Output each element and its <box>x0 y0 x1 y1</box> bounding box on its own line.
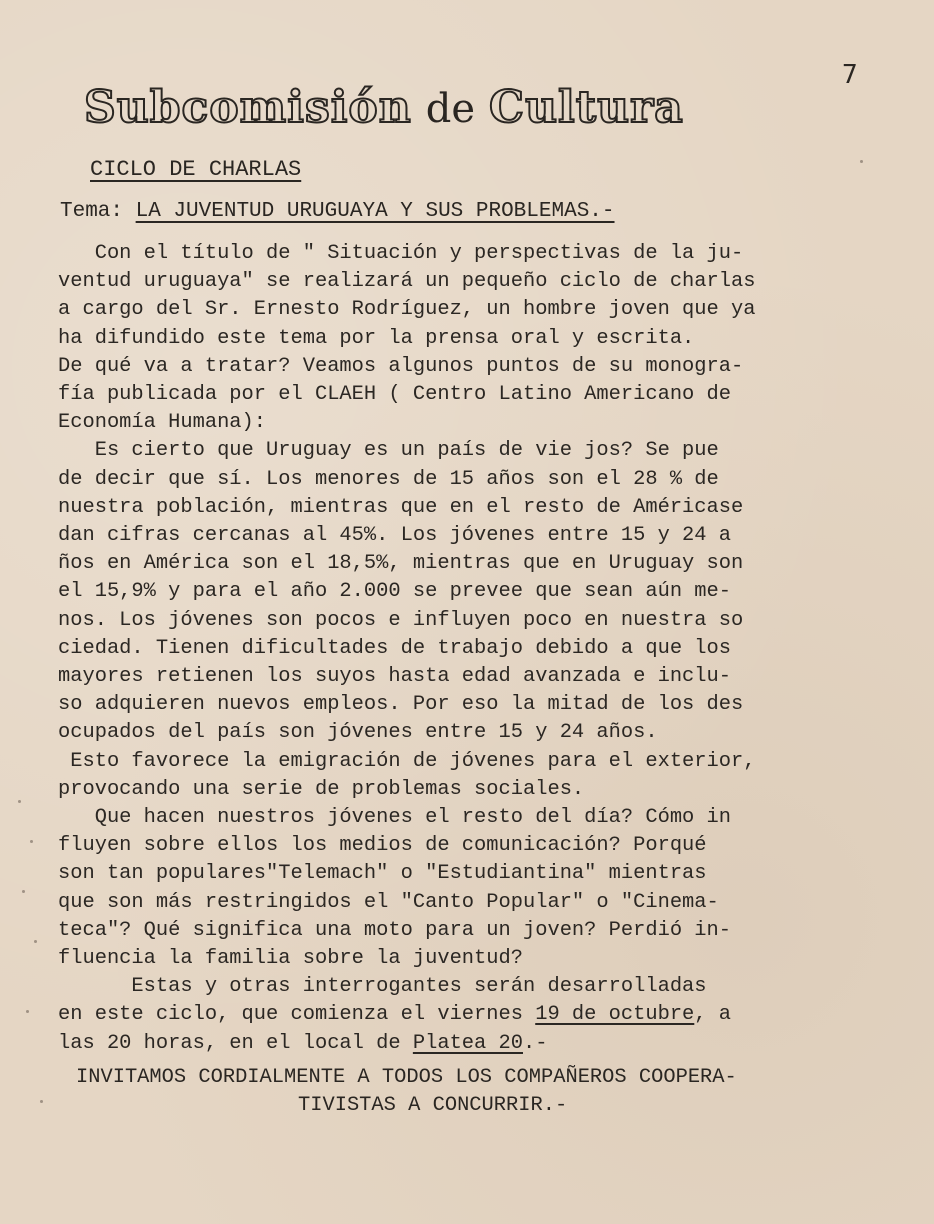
body-line: que son más restringidos el "Canto Popular" o "Cinema- <box>58 890 719 914</box>
body-line: dan cifras cercanas al 45%. Los jóvenes entre 15 y 24 a <box>58 524 732 548</box>
body-line: ños en América son el 18,5%, mientras que en Uruguay son <box>58 552 744 576</box>
section-label: CICLO DE CHARLAS <box>90 157 302 182</box>
event-venue: Platea 20 <box>412 1031 523 1055</box>
body-line: provocando una serie de problemas sociales. <box>58 777 585 801</box>
body-line: a cargo del Sr. Ernesto Rodríguez, un hombre joven que ya <box>58 298 756 322</box>
topic-title: LA JUVENTUD URUGUAYA Y SUS PROBLEMAS.- <box>135 200 615 223</box>
body-line: nos. Los jóvenes son pocos e influyen poco en nuestra so <box>58 608 744 632</box>
closing-invitation <box>76 1064 896 1120</box>
paper-speck <box>22 890 25 893</box>
closing-line-2: TIVISTAS A CONCURRIR.- <box>298 1094 568 1118</box>
body-line: nuestra población, mientras que en el resto de Américase <box>58 495 744 519</box>
body-line: ciedad. Tienen dificultades de trabajo debido a que los <box>58 636 732 660</box>
body-line: el 15,9% y para el año 2.000 se prevee que sean aún me- <box>58 580 732 604</box>
body-line: ocupados del país son jóvenes entre 15 y 24 años. <box>58 721 658 745</box>
body-line: fluyen sobre ellos los medios de comunicación? Porqué <box>58 834 707 858</box>
topic-prefix: Tema: <box>60 200 124 223</box>
event-date: 19 de octubre <box>535 1003 695 1027</box>
closing-line-1: INVITAMOS CORDIALMENTE A TODOS LOS COMPAÑEROS COOPERA- <box>76 1066 737 1089</box>
body-line: Economía Humana): <box>58 411 267 435</box>
page-number: 7 <box>842 60 858 90</box>
paper-speck <box>860 160 863 163</box>
venue-trail-text: .- <box>523 1031 548 1055</box>
topic-line <box>60 200 615 223</box>
body-line: so adquieren nuevos empleos. Por eso la mitad de los des <box>58 693 744 717</box>
paper-speck <box>26 1010 29 1013</box>
body-line: ventud uruguaya" se realizará un pequeño ciclo de charlas <box>58 270 756 294</box>
body-line: Esto favorece la emigración de jóvenes para el exterior, <box>58 749 756 773</box>
body-line: mayores retienen los suyos hasta edad avanzada e inclu- <box>58 665 732 689</box>
body-line: fluencia la familia sobre la juventud? <box>58 947 523 971</box>
body-line: teca"? Qué significa una moto para un joven? Perdió in- <box>58 918 732 942</box>
body-line: De qué va a tratar? Veamos algunos puntos de su monogra- <box>58 354 744 378</box>
paper-speck <box>40 1100 43 1103</box>
body-line: Estas y otras interrogantes serán desarrolladas <box>58 975 707 999</box>
masthead-word-subcomision: Subcomisión <box>84 82 412 133</box>
body-line-venue <box>58 1030 908 1058</box>
body-text <box>58 240 908 1058</box>
body-line: Con el título de " Situación y perspectivas de la ju- <box>58 242 744 265</box>
body-line: Que hacen nuestros jóvenes el resto del día? Cómo in <box>58 806 732 830</box>
paper-speck <box>18 800 21 803</box>
paper-speck <box>34 940 37 943</box>
body-line: de decir que sí. Los menores de 15 años son el 28 % de <box>58 467 719 491</box>
date-trail-text: , a <box>694 1003 732 1027</box>
masthead-word-de: de <box>425 86 476 132</box>
body-line: fía publicada por el CLAEH ( Centro Latino Americano de <box>58 383 732 407</box>
body-line: ha difundido este tema por la prensa oral y escrita. <box>58 326 695 350</box>
date-lead-text: en este ciclo, que comienza el viernes <box>58 1003 536 1027</box>
body-line: son tan populares"Telemach" o "Estudiantina" mientras <box>58 862 707 886</box>
masthead-word-cultura: Cultura <box>489 82 684 133</box>
paper-speck <box>30 840 33 843</box>
body-line: Es cierto que Uruguay es un país de vie jos? Se pue <box>58 439 719 463</box>
masthead-title <box>84 82 784 152</box>
venue-lead-text: las 20 horas, en el local de <box>58 1031 413 1055</box>
body-line-date <box>58 1001 908 1029</box>
